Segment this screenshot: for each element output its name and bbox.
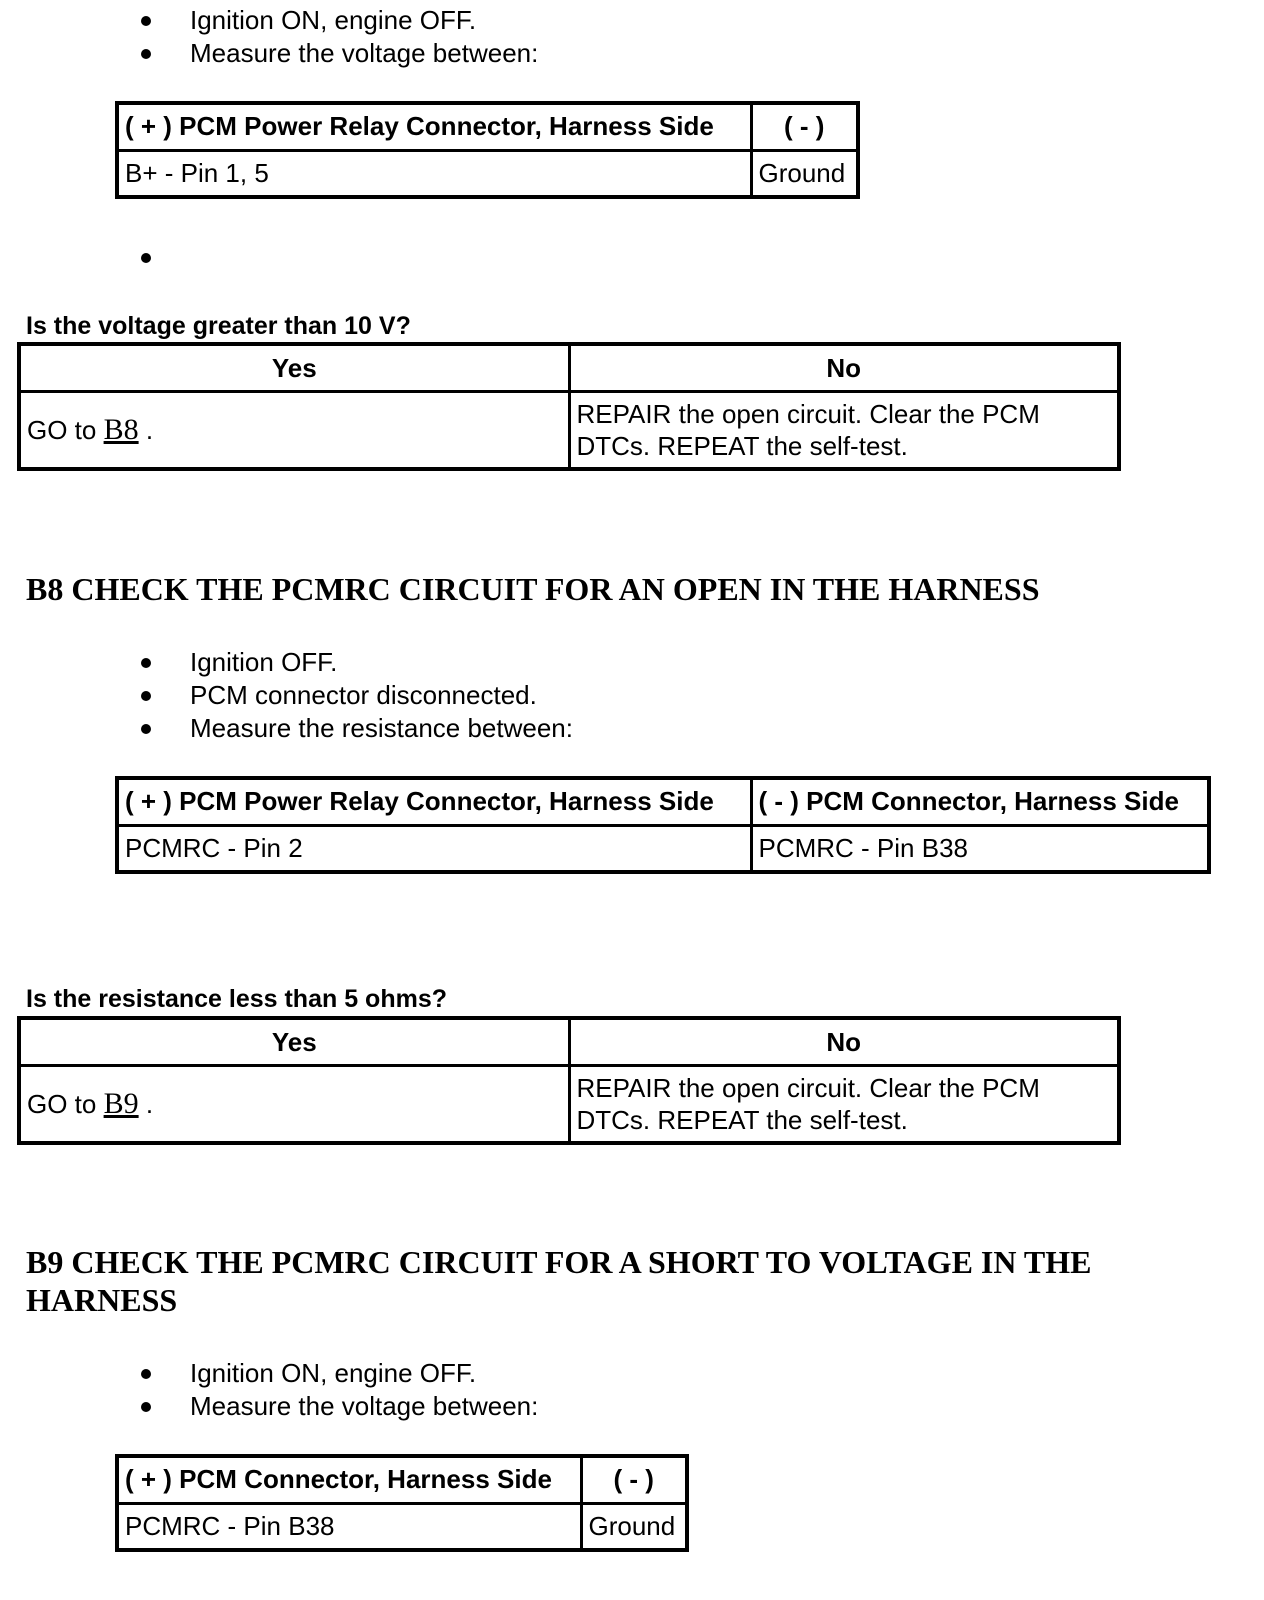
- table-cell: Ground: [581, 1503, 687, 1550]
- table-header: ( - ): [581, 1456, 687, 1503]
- no-cell: REPAIR the open circuit. Clear the PCM DTCs. REPEAT the self-test.: [569, 1066, 1119, 1144]
- bullet-icon: [141, 1402, 151, 1412]
- b9-measurement-table: [115, 1454, 689, 1552]
- table-cell: PCMRC - Pin B38: [751, 825, 1209, 872]
- bullet-icon: [141, 658, 151, 668]
- bullet-icon: [141, 691, 151, 701]
- table-header: ( + ) PCM Connector, Harness Side: [117, 1456, 581, 1503]
- list-item: Ignition OFF.: [0, 646, 573, 679]
- list-item: Measure the voltage between:: [0, 37, 538, 70]
- list-item: Measure the voltage between:: [0, 1390, 538, 1423]
- bullet-icon: [141, 253, 151, 263]
- yes-cell: GO to B9 .: [19, 1066, 569, 1144]
- b7-bullet-list: [0, 4, 538, 70]
- bullet-icon: [141, 49, 151, 59]
- go-to-b9-link[interactable]: B9: [103, 1087, 139, 1120]
- go-to-b8-link[interactable]: B8: [103, 413, 139, 446]
- b8-question: Is the resistance less than 5 ohms?: [26, 985, 447, 1013]
- b9-bullet-list: [0, 1357, 538, 1423]
- b8-bullet-list: [0, 646, 573, 745]
- table-header: ( + ) PCM Power Relay Connector, Harness Side: [117, 103, 751, 150]
- b7-question: Is the voltage greater than 10 V?: [26, 312, 411, 340]
- list-item: Ignition ON, engine OFF.: [0, 1357, 538, 1390]
- table-cell: B+ - Pin 1, 5: [117, 150, 751, 197]
- no-header: No: [569, 344, 1119, 392]
- yes-header: Yes: [19, 1018, 569, 1066]
- b7-measurement-table: [115, 101, 860, 199]
- table-header: ( - ) PCM Connector, Harness Side: [751, 778, 1209, 825]
- b8-heading: B8 CHECK THE PCMRC CIRCUIT FOR AN OPEN IN THE HARNESS: [26, 571, 1040, 607]
- b7-result-table: [17, 342, 1121, 471]
- b8-result-table: [17, 1016, 1121, 1145]
- no-header: No: [569, 1018, 1119, 1066]
- b8-measurement-table: [115, 776, 1211, 874]
- table-header: ( - ): [751, 103, 858, 150]
- list-item: Measure the resistance between:: [0, 712, 573, 745]
- bullet-icon: [141, 16, 151, 26]
- table-cell: PCMRC - Pin B38: [117, 1503, 581, 1550]
- table-header: ( + ) PCM Power Relay Connector, Harness Side: [117, 778, 751, 825]
- list-item: Ignition ON, engine OFF.: [0, 4, 538, 37]
- table-cell: Ground: [751, 150, 858, 197]
- bullet-icon: [141, 724, 151, 734]
- b9-heading: B9 CHECK THE PCMRC CIRCUIT FOR A SHORT TO VOLTAGE IN THE HARNESS: [26, 1244, 1092, 1318]
- bullet-icon: [141, 1369, 151, 1379]
- table-cell: PCMRC - Pin 2: [117, 825, 751, 872]
- no-cell: REPAIR the open circuit. Clear the PCM DTCs. REPEAT the self-test.: [569, 392, 1119, 470]
- yes-header: Yes: [19, 344, 569, 392]
- yes-cell: GO to B8 .: [19, 392, 569, 470]
- list-item: PCM connector disconnected.: [0, 679, 573, 712]
